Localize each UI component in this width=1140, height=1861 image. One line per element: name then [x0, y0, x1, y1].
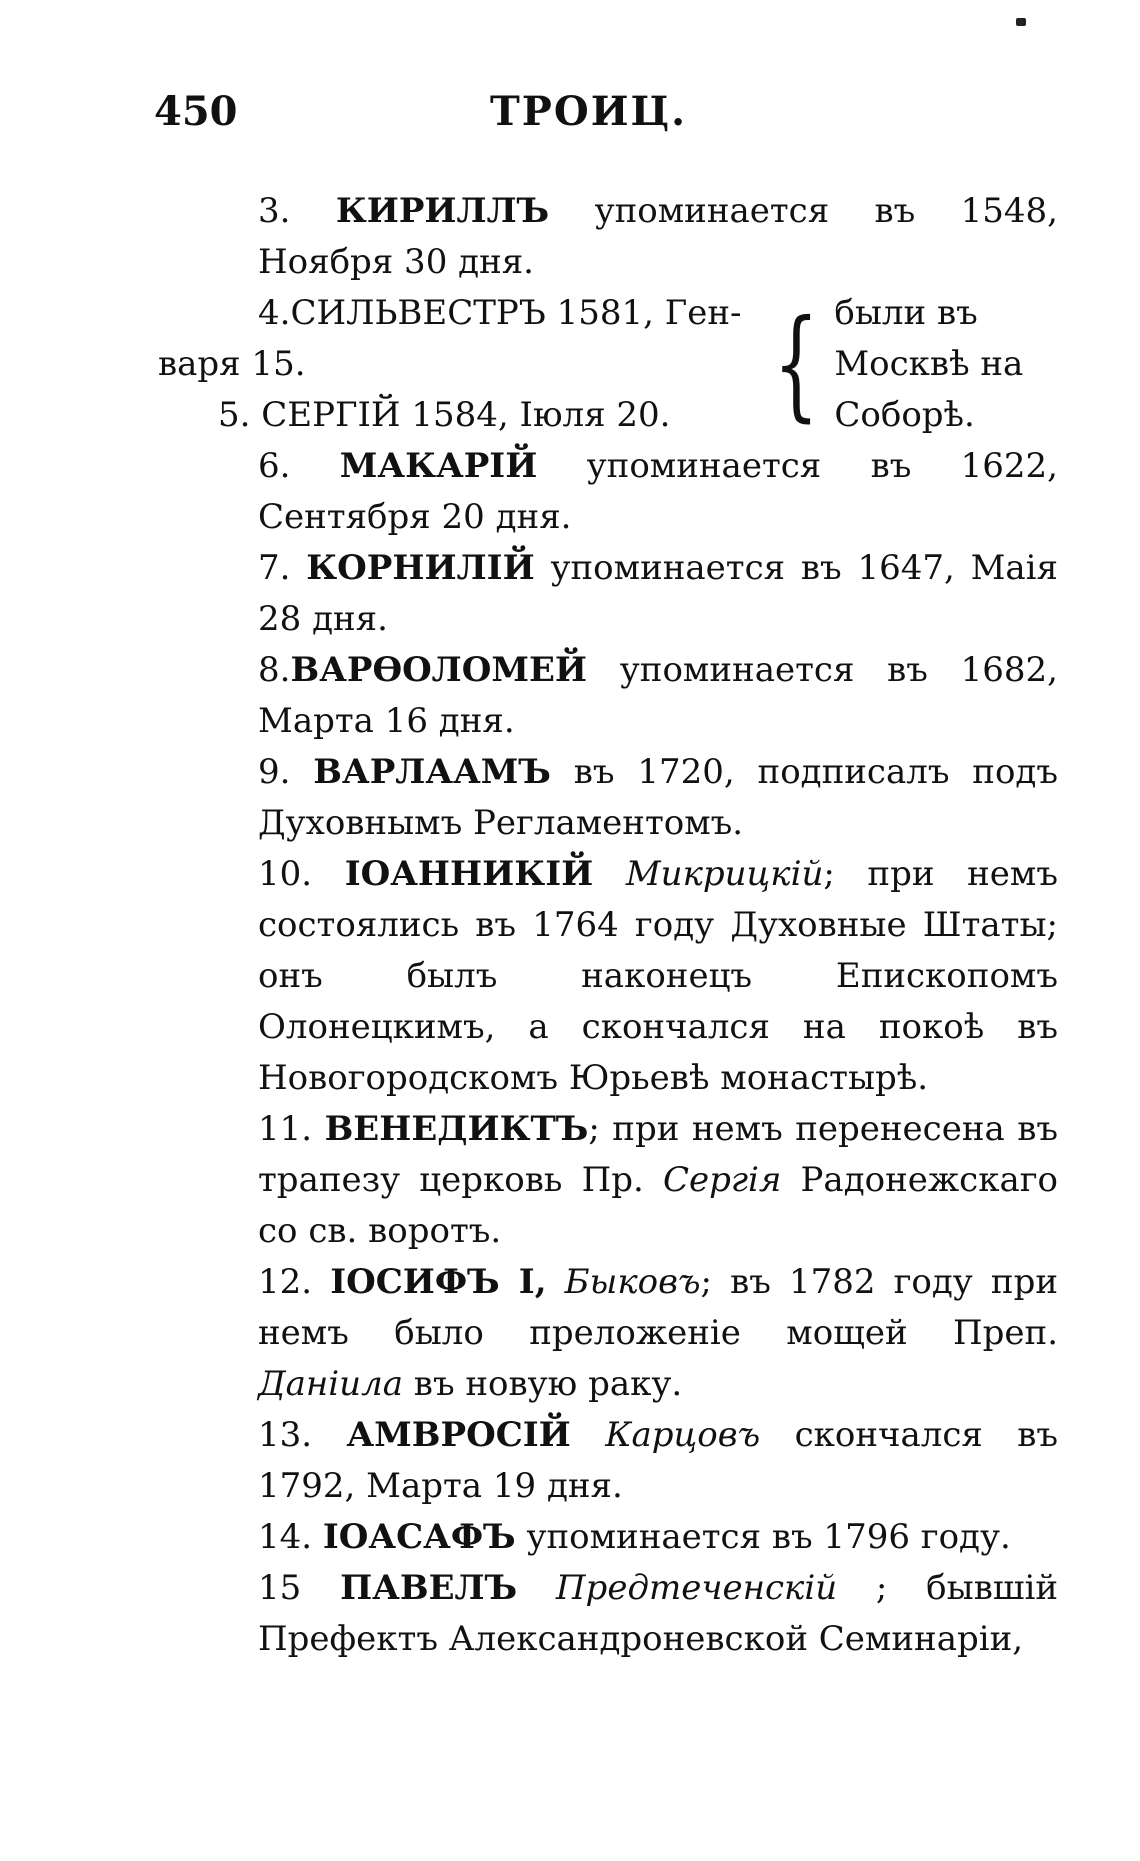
entry-name: ІОАННИКІЙ — [344, 854, 594, 894]
entry-name: КОРНИЛІЙ — [306, 548, 535, 588]
brace-note: были въ Москвѣ на Соборѣ. — [834, 293, 1024, 435]
entry-name: ВАРѲОЛОМЕЙ — [290, 650, 588, 690]
entry-15: 15 ПАВЕЛЪ Предтеченскій ; бывшій Префектъ Александроневской Семинаріи, — [258, 1568, 1058, 1659]
entry-name: ПАВЕЛЪ — [340, 1568, 518, 1608]
entry-13: 13. АМВРОСІЙ Карцовъ скончался въ 1792, Марта 19 дня. — [258, 1415, 1058, 1506]
entry-name: СИЛЬВЕСТРЪ — [290, 293, 546, 333]
page-number: 450 — [154, 88, 238, 135]
entry-name: СЕРГІЙ — [261, 395, 401, 435]
entry-name: КИРИЛЛЪ — [335, 191, 550, 231]
entry-name: МАКАРІЙ — [339, 446, 538, 486]
running-head: ТРОИЦ. — [490, 88, 688, 135]
entry-5: 5. СЕРГІЙ 1584, Іюля 20. — [218, 395, 671, 435]
brace-group-4-5: 4.СИЛЬВЕСТРЪ 1581, Ген- варя 15. 5. СЕРГІЙ 1584, Іюля 20. { были въ Москвѣ на Соборѣ. — [158, 288, 1058, 441]
entry-name: АМВРОСІЙ — [346, 1415, 571, 1455]
entry-6: 6. МАКАРІЙ упоминается въ 1622, Сентября 20 дня. — [258, 446, 1058, 537]
entry-12: 12. ІОСИФЪ І, Быковъ; въ 1782 году при немъ было преложеніе мощей Преп. Даніила въ новую раку. — [258, 1262, 1058, 1404]
entry-8: 8.ВАРѲОЛОМЕЙ упоминается въ 1682, Марта 16 дня. — [258, 650, 1058, 741]
entry-14: 14. ІОАСАФЪ упоминается въ 1796 году. — [258, 1517, 1011, 1557]
entry-name: ВЕНЕДИКТЪ — [324, 1109, 589, 1149]
entry-11: 11. ВЕНЕДИКТЪ; при немъ перенесена въ трапезу церковь Пр. Сергія Радонежскаго со св. воротъ. — [258, 1109, 1059, 1251]
entry-9: 9. ВАРЛААМЪ въ 1720, подписалъ подъ Духовнымъ Регламентомъ. — [258, 752, 1058, 843]
page-header — [154, 88, 1034, 148]
ink-fleck — [1016, 18, 1026, 26]
entry-name: ІОАСАФЪ — [322, 1517, 516, 1557]
entry-7: 7. КОРНИЛІЙ упоминается въ 1647, Маія 28 дня. — [258, 548, 1058, 639]
curly-brace: { — [773, 294, 820, 434]
entry-name: ВАРЛААМЪ — [313, 752, 551, 792]
entry-name: ІОСИФЪ І, — [330, 1262, 547, 1302]
page-body — [158, 186, 1058, 1665]
entry-4: 4.СИЛЬВЕСТРЪ 1581, Ген- — [258, 293, 742, 333]
entry-10: 10. ІОАННИКІЙ Микрицкій; при немъ состоялись въ 1764 году Духовные Штаты; онъ былъ наконецъ Епископомъ Олонецкимъ, а скончался на покоѣ въ Новогородскомъ Юрьевѣ монастырѣ. — [258, 854, 1058, 1098]
entry-3: 3. КИРИЛЛЪ упоминается въ 1548, Ноября 30 дня. — [258, 191, 1058, 282]
